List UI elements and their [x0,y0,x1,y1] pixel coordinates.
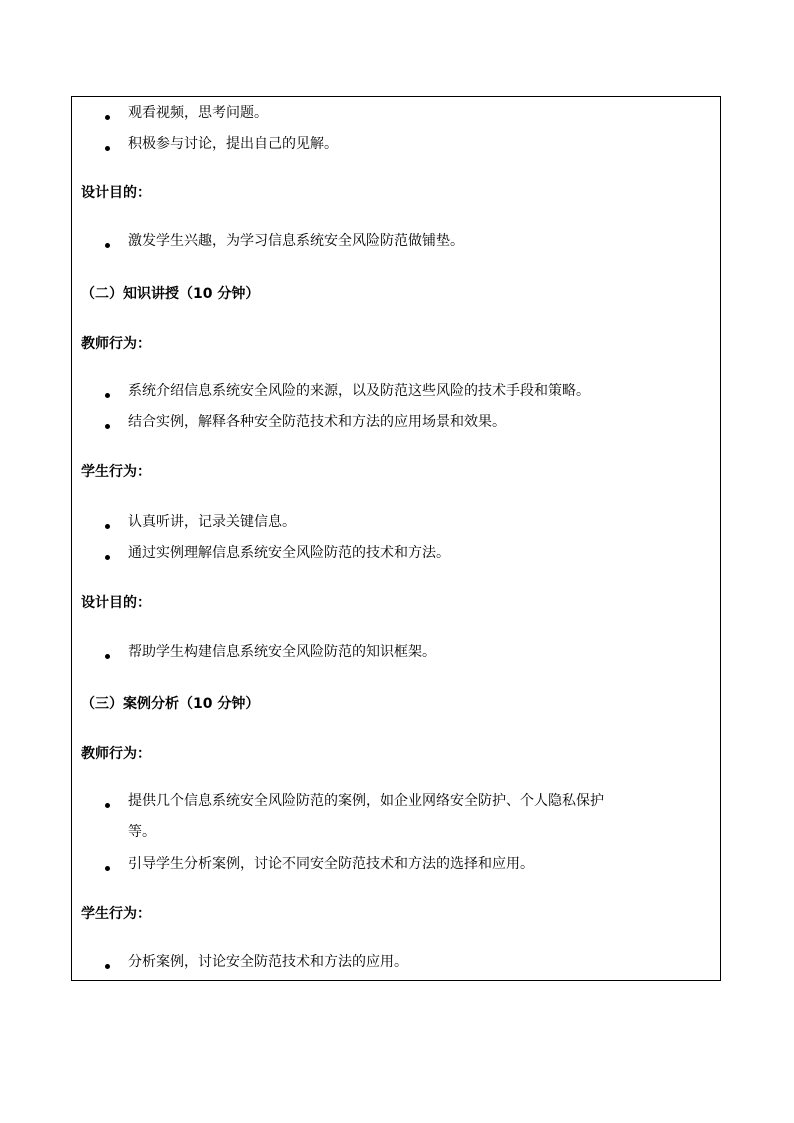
bullet-item: 结合实例，解释各种安全防范技术和方法的应用场景和效果。 [128,414,506,430]
bullet-item: 激发学生兴趣，为学习信息系统安全风险防范做铺垫。 [128,233,464,249]
bullet-item: 积极参与讨论，提出自己的见解。 [128,136,338,152]
bullet-icon [105,964,110,969]
section-heading: 设计目的： [81,595,151,611]
bullet-item: 分析案例，讨论安全防范技术和方法的应用。 [128,954,408,970]
bullet-icon [105,424,110,429]
section-heading: （二）知识讲授（10 分钟） [81,286,260,302]
bullet-icon [105,243,110,248]
bullet-item: 引导学生分析案例，讨论不同安全防范技术和方法的选择和应用。 [128,856,534,872]
bullet-icon [105,803,110,808]
bullet-icon [105,393,110,398]
section-heading: 学生行为： [81,906,151,922]
section-heading: （三）案例分析（10 分钟） [81,696,260,712]
bullet-item: 认真听讲，记录关键信息。 [128,514,296,530]
section-heading: 教师行为： [81,746,151,762]
bullet-item: 通过实例理解信息系统安全风险防范的技术和方法。 [128,545,450,561]
bullet-icon [105,654,110,659]
bullet-item: 观看视频，思考问题。 [128,105,268,121]
bullet-item: 帮助学生构建信息系统安全风险防范的知识框架。 [128,644,436,660]
bullet-icon [105,146,110,151]
bullet-item: 提供几个信息系统安全风险防范的案例，如企业网络安全防护、个人隐私保护 [128,793,604,809]
bullet-icon [105,115,110,120]
content-table-cell [71,96,721,981]
bullet-icon [105,555,110,560]
bullet-icon [105,524,110,529]
bullet-item: 系统介绍信息系统安全风险的来源，以及防范这些风险的技术手段和策略。 [128,383,590,399]
bullet-item-continuation: 等。 [128,824,156,840]
section-heading: 设计目的： [81,185,151,201]
section-heading: 教师行为： [81,336,151,352]
bullet-icon [105,866,110,871]
section-heading: 学生行为： [81,464,151,480]
